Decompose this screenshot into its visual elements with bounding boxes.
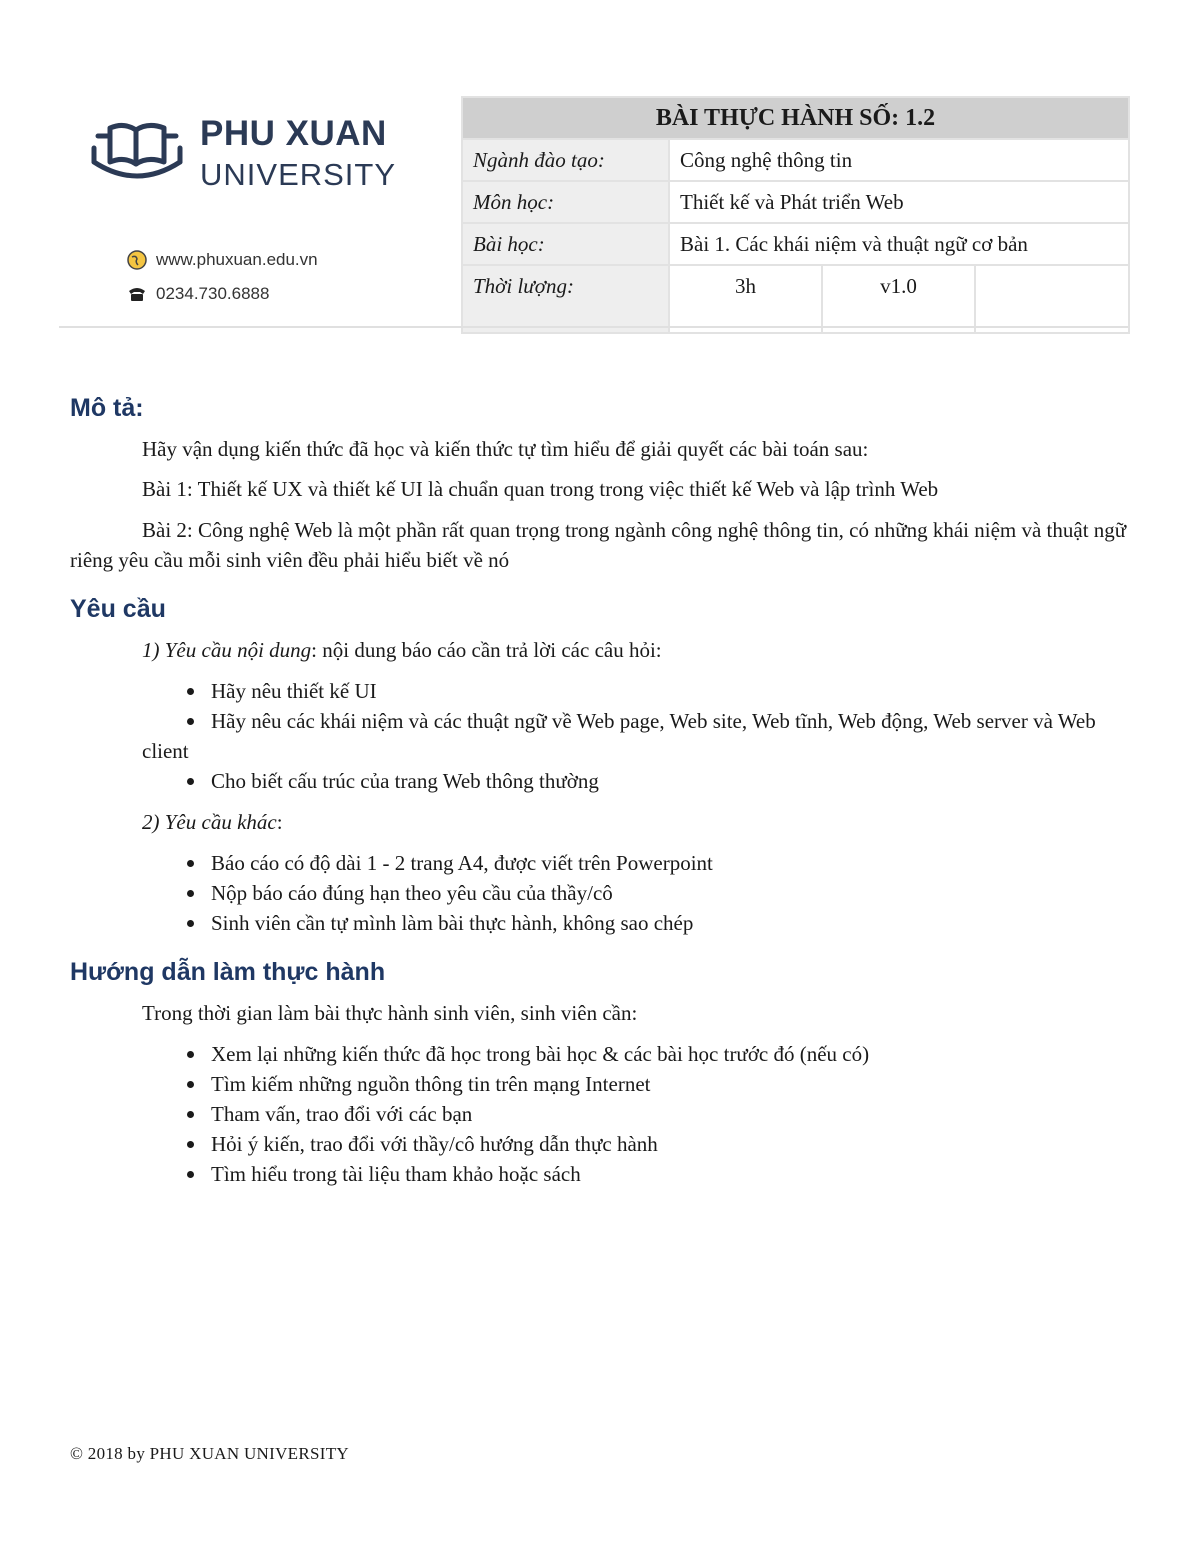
- header-divider: [59, 326, 1128, 328]
- subheading-italic: 2) Yêu cầu khác: [142, 810, 277, 834]
- bullet-icon: [187, 1081, 194, 1088]
- list-item: [70, 848, 1130, 878]
- bullet-icon: [187, 1111, 194, 1118]
- phone-number: 0234.730.6888: [156, 284, 270, 303]
- field-label: Ngành đào tạo:: [462, 139, 669, 181]
- list-item-text: Nộp báo cáo đúng hạn theo yêu cầu của thầy/cô: [211, 881, 613, 905]
- bullet-icon: [187, 860, 194, 867]
- duration-value: 3h: [669, 265, 822, 333]
- empty-cell: [975, 265, 1129, 333]
- section-heading-yeucau: Yêu cầu: [70, 595, 166, 623]
- subheading: [142, 635, 1130, 665]
- list-item-text: Xem lại những kiến thức đã học trong bài học & các bài học trước đó (nếu có): [211, 1042, 870, 1066]
- requirements-list: [70, 676, 1130, 796]
- list-item-text: Cho biết cấu trúc của trang Web thông thường: [211, 769, 599, 793]
- list-item: [70, 676, 1130, 706]
- paragraph: Bài 1: Thiết kế UX và thiết kế UI là chuẩn quan trong trong việc thiết kế Web và lập trình Web: [142, 477, 939, 501]
- subheading: [142, 807, 1130, 837]
- list-item-text: Tìm kiếm những nguồn thông tin trên mạng Internet: [211, 1072, 651, 1096]
- copyright-footer: © 2018 by PHU XUAN UNIVERSITY: [70, 1444, 349, 1463]
- bullet-icon: [187, 920, 194, 927]
- lab-info-table: [461, 96, 1130, 334]
- subheading-italic: 1) Yêu cầu nội dung: [142, 638, 312, 662]
- guidance-list: [70, 1039, 1130, 1189]
- list-item: [70, 1039, 1130, 1069]
- website-link[interactable]: www.phuxuan.edu.vn: [156, 250, 318, 269]
- bullet-icon: [187, 778, 194, 785]
- field-label: Bài học:: [462, 223, 669, 265]
- other-requirements-list: [70, 848, 1130, 938]
- list-item: [70, 766, 1130, 796]
- list-item-text: Tham vấn, trao đổi với các bạn: [211, 1102, 473, 1126]
- university-logo: [88, 112, 408, 202]
- globe-icon: [126, 249, 148, 271]
- list-item: [70, 878, 1130, 908]
- section-heading-mota: Mô tả:: [70, 394, 144, 422]
- field-value: Thiết kế và Phát triển Web: [669, 181, 1129, 223]
- bullet-icon: [187, 688, 194, 695]
- field-label: Môn học:: [462, 181, 669, 223]
- list-item: [70, 1069, 1130, 1099]
- list-item-text: Hãy nêu các khái niệm và các thuật ngữ về Web page, Web site, Web tĩnh, Web động, Web server và Web client: [142, 709, 1096, 763]
- bullet-icon: [187, 1141, 194, 1148]
- list-item: [70, 1129, 1130, 1159]
- list-item-text: Báo cáo có độ dài 1 - 2 trang A4, được viết trên Powerpoint: [211, 851, 713, 875]
- paragraph: Hãy vận dụng kiến thức đã học và kiến thức tự tìm hiểu để giải quyết các bài toán sau:: [142, 437, 869, 461]
- bullet-icon: [187, 890, 194, 897]
- website-row: [126, 248, 318, 272]
- list-item: [142, 706, 1130, 766]
- logo-subtitle: UNIVERSITY: [200, 157, 397, 192]
- field-value: Công nghệ thông tin: [669, 139, 1129, 181]
- phone-icon: [126, 283, 148, 305]
- list-item: [70, 908, 1130, 938]
- list-item-text: Sinh viên cần tự mình làm bài thực hành, không sao chép: [211, 911, 694, 935]
- list-item: [70, 1099, 1130, 1129]
- logo-name: PHU XUAN: [200, 114, 387, 153]
- paragraph: Bài 2: Công nghệ Web là một phần rất quan trọng trong ngành công nghệ thông tin, có những khái niệm và thuật ngữ riêng yêu cầu mỗi sinh viên đều phải hiểu biết về nó: [70, 518, 1127, 572]
- field-value: Bài 1. Các khái niệm và thuật ngữ cơ bản: [669, 223, 1129, 265]
- duration-label: Thời lượng:: [462, 265, 669, 333]
- version-value: v1.0: [822, 265, 975, 333]
- list-item: [70, 1159, 1130, 1189]
- bullet-icon: [187, 1051, 194, 1058]
- section-heading-huongdan: Hướng dẫn làm thực hành: [70, 958, 386, 986]
- subheading-rest: : nội dung báo cáo cần trả lời các câu hỏi:: [311, 638, 662, 662]
- bullet-icon: [187, 1171, 194, 1178]
- list-item-text: Tìm hiểu trong tài liệu tham khảo hoặc sách: [211, 1162, 581, 1186]
- list-item-text: Hỏi ý kiến, trao đổi với thầy/cô hướng dẫn thực hành: [211, 1132, 658, 1156]
- lab-title: BÀI THỰC HÀNH SỐ: 1.2: [462, 97, 1129, 139]
- phone-row: [126, 282, 269, 306]
- document-body: [70, 388, 1130, 1189]
- bullet-icon: [187, 718, 194, 725]
- subheading-rest: :: [276, 810, 283, 834]
- list-item-text: Hãy nêu thiết kế UI: [211, 679, 377, 703]
- open-book-logo-icon: [88, 118, 186, 190]
- paragraph: Trong thời gian làm bài thực hành sinh viên, sinh viên cần:: [142, 1001, 638, 1025]
